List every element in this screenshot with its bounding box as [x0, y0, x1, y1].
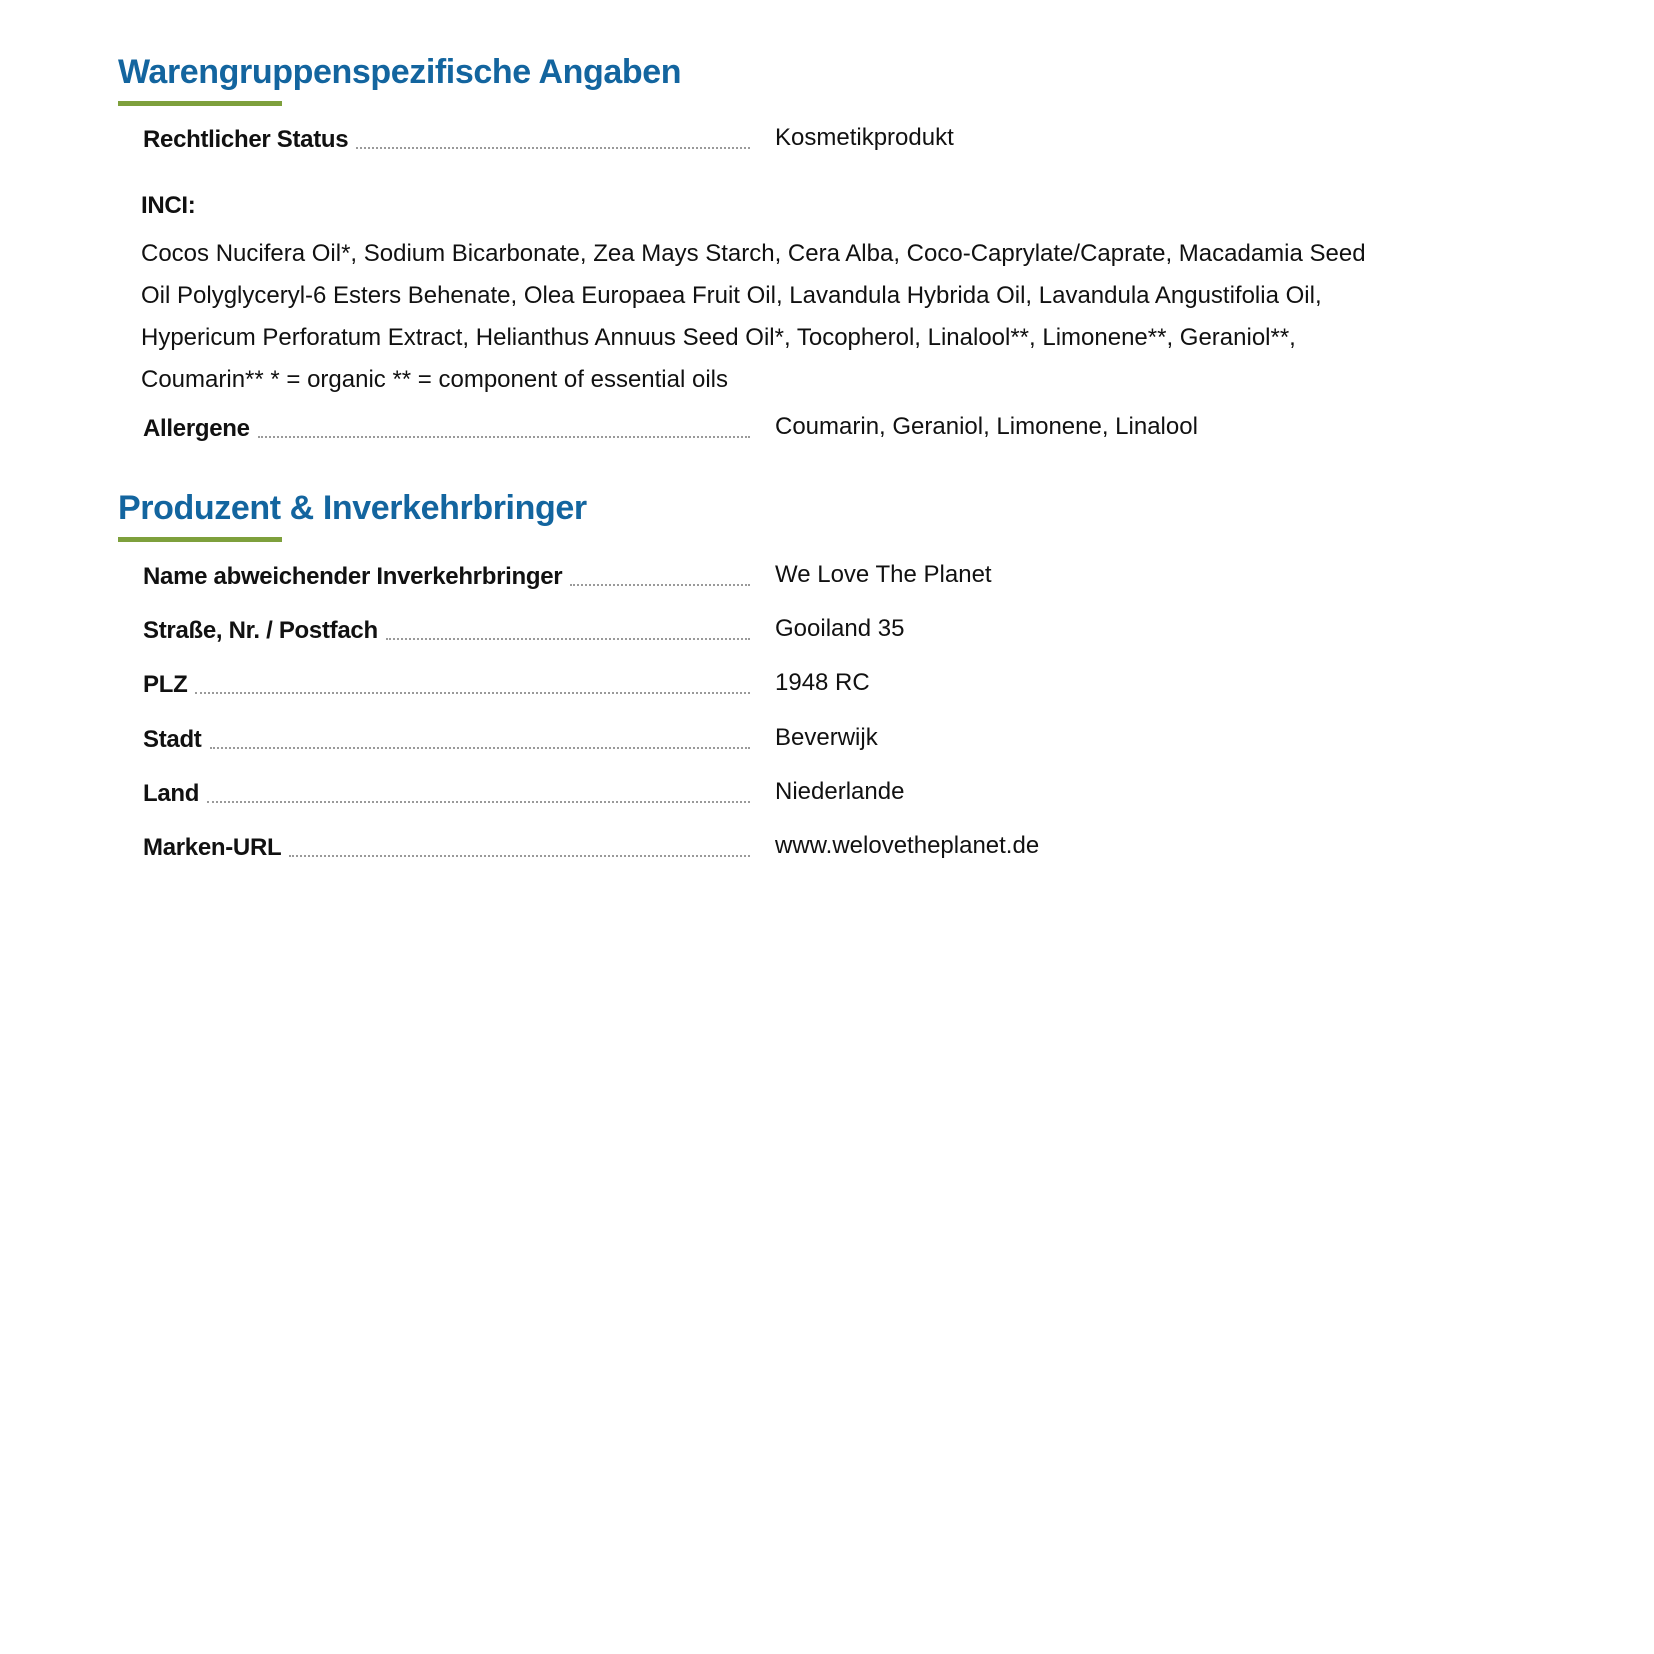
field-value: Gooiland 35 [775, 615, 905, 642]
field-row-name-inverkehrbringer [143, 559, 1343, 593]
field-value: Beverwijk [775, 724, 878, 751]
field-value: Niederlande [775, 778, 905, 805]
field-label: Allergene [143, 415, 250, 442]
field-label: Straße, Nr. / Postfach [143, 617, 378, 644]
field-row-stadt [143, 722, 1343, 756]
field-row-allergene [143, 411, 1343, 445]
field-label: Land [143, 780, 200, 807]
dotted-leader [210, 747, 750, 749]
section-underline [118, 101, 282, 106]
field-value: We Love The Planet [775, 561, 992, 588]
dotted-leader [386, 638, 750, 640]
field-label: Marken-URL [143, 834, 282, 861]
field-label: Rechtlicher Status [143, 126, 349, 153]
field-value: 1948 RC [775, 669, 870, 696]
dotted-leader [195, 692, 750, 694]
field-label: PLZ [143, 671, 188, 698]
field-label: Name abweichender Inverkehrbringer [143, 563, 563, 590]
dotted-leader [570, 584, 750, 586]
field-row-strasse [143, 613, 1343, 647]
section-heading-warengruppe: Warengruppenspezifische Angaben [118, 53, 682, 91]
dotted-leader [258, 436, 750, 438]
field-row-marken-url [143, 830, 1343, 864]
section-underline [118, 537, 282, 542]
field-value: Kosmetikprodukt [775, 124, 954, 151]
inci-label: INCI: [141, 192, 196, 219]
inci-text: Cocos Nucifera Oil*, Sodium Bicarbonate, Zea Mays Starch, Cera Alba, Coco-Caprylate/Caprate, Macadamia Seed Oil Polyglyceryl-6 Esters Behenate, Olea Europaea Fruit Oil, Lavandula Hybrida Oil, Lavandula Angustifolia Oil, Hypericum Perforatum Extract, Helianthus Annuus Seed Oil*, Tocopherol, Linalool**, Limonene**, Geraniol**, Coumarin** * = organic ** = component of essential oils [141, 240, 1366, 393]
field-row-plz [143, 667, 1343, 701]
section-heading-produzent: Produzent & Inverkehrbringer [118, 489, 587, 527]
field-label: Stadt [143, 726, 202, 753]
dotted-leader [356, 147, 750, 149]
field-value: www.welovetheplanet.de [775, 832, 1040, 859]
field-row-land [143, 776, 1343, 810]
field-value: Coumarin, Geraniol, Limonene, Linalool [775, 413, 1198, 440]
field-row-rechtlicher-status [143, 122, 1343, 156]
dotted-leader [207, 801, 750, 803]
dotted-leader [289, 855, 750, 857]
